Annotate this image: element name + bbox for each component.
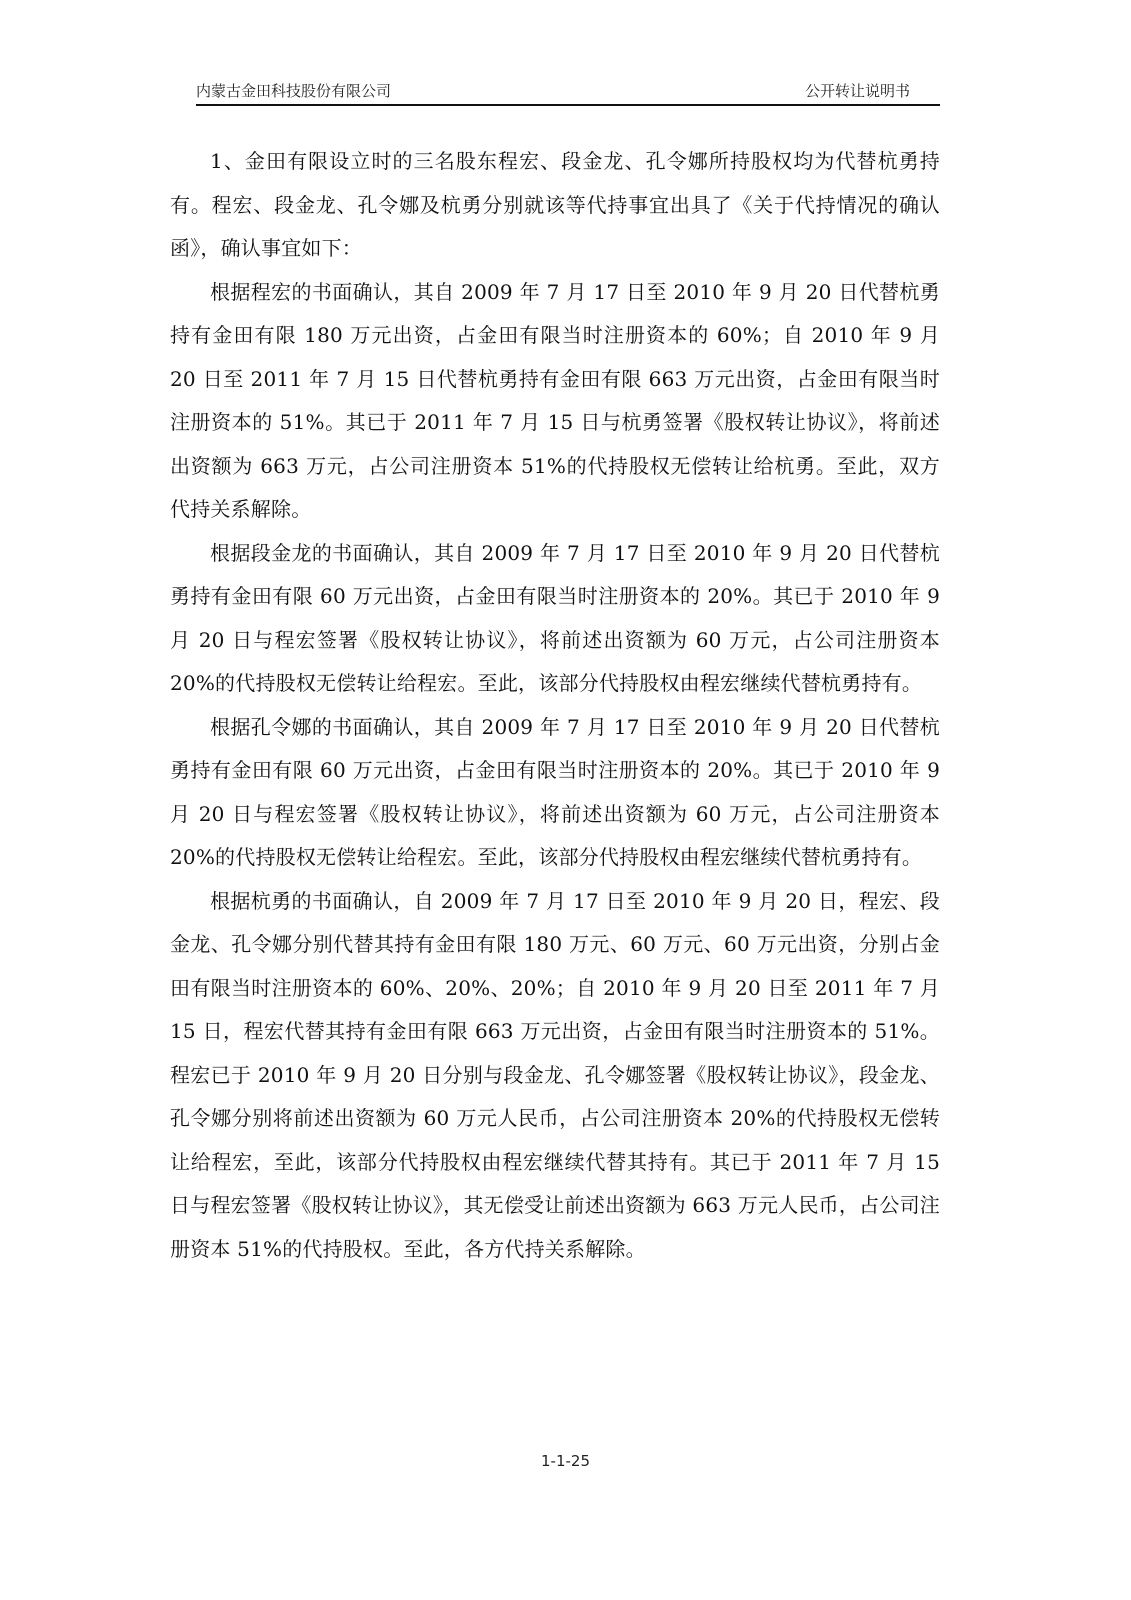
paragraph-4: 根据孔令娜的书面确认，其自 2009 年 7 月 17 日至 2010 年 9 月 20 日代替杭勇持有金田有限 60 万元出资，占金田有限当时注册资本的 20%。其已于 2010 年 9 月 20 日与程宏签署《股权转让协议》，将前述出资额为 60 万元，占公司注册资本 20%的代持股权无偿转让给程宏。至此，该部分代持股权由程宏继续代替杭勇持有。 [170,714,940,869]
header-company-name: 内蒙古金田科技股份有限公司 [196,82,392,100]
paragraph-5: 根据杭勇的书面确认，自 2009 年 7 月 17 日至 2010 年 9 月 20 日，程宏、段金龙、孔令娜分别代替其持有金田有限 180 万元、60 万元、60 万元出资，分别占金田有限当时注册资本的 60%、20%、20%；自 2010 年 9 月 20 日至 2011 年 7 月 15 日，程宏代替其持有金田有限 663 万元出资，占金田有限当时注册资本的 51%。程宏已于 2010 年 9 月 20 日分别与段金龙、孔令娜签署《股权转让协议》，段金龙、孔令娜分别将前述出资额为 60 万元人民币，占公司注册资本 20%的代持股权无偿转让给程宏，至此，该部分代持股权由程宏继续代替其持有。其已于 2011 年 7 月 15 日与程宏签署《股权转让协议》，其无偿受让前述出资额为 663 万元人民币，占公司注册资本 51%的代持股权。至此，各方代持关系解除。 [170,888,940,1261]
header-divider [196,104,940,106]
page-number: 1-1-25 [541,1452,590,1470]
header-document-title: 公开转让说明书 [804,82,910,100]
paragraph-3: 根据段金龙的书面确认，其自 2009 年 7 月 17 日至 2010 年 9 月 20 日代替杭勇持有金田有限 60 万元出资，占金田有限当时注册资本的 20%。其已于 2010 年 9 月 20 日与程宏签署《股权转让协议》，将前述出资额为 60 万元，占公司注册资本 20%的代持股权无偿转让给程宏。至此，该部分代持股权由程宏继续代替杭勇持有。 [170,540,940,695]
paragraph-2: 根据程宏的书面确认，其自 2009 年 7 月 17 日至 2010 年 9 月 20 日代替杭勇持有金田有限 180 万元出资，占金田有限当时注册资本的 60%；自 2010 年 9 月 20 日至 2011 年 7 月 15 日代替杭勇持有金田有限 663 万元出资，占金田有限当时注册资本的 51%。其已于 2011 年 7 月 15 日与杭勇签署《股权转让协议》，将前述出资额为 663 万元，占公司注册资本 51%的代持股权无偿转让给杭勇。至此，双方代持关系解除。 [170,279,940,521]
document-body [170,140,940,1271]
paragraph-1: 1、金田有限设立时的三名股东程宏、段金龙、孔令娜所持股权均为代替杭勇持有。程宏、段金龙、孔令娜及杭勇分别就该等代持事宜出具了《关于代持情况的确认函》，确认事宜如下： [170,149,940,260]
page-header [196,76,940,104]
